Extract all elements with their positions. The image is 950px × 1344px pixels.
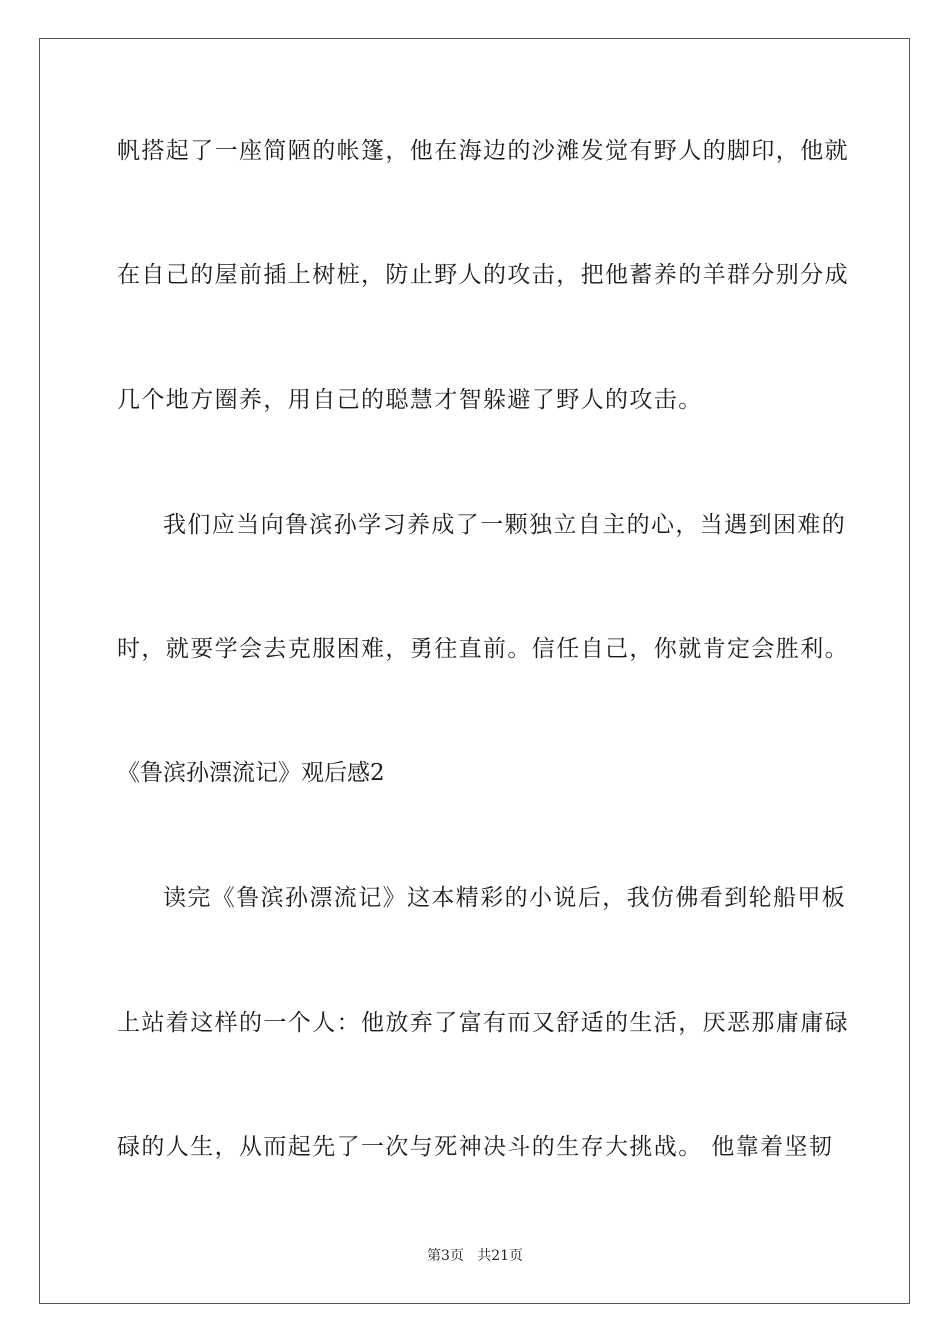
page-number-footer: 第3页 共21页 [426, 1248, 524, 1264]
body-text-line: 上站着这样的一个人：他放弃了富有而又舒适的生活，厌恶那庸庸碌 [117, 1010, 849, 1036]
body-text-line: 我们应当向鲁滨孙学习养成了一颗独立自主的心，当遇到困难的 [163, 512, 847, 538]
body-text-line: 时，就要学会去克服困难，勇往直前。信任自己，你就肯定会胜利。 [117, 636, 849, 662]
body-text-line: 几个地方圈养，用自己的聪慧才智躲避了野人的攻击。 [117, 387, 703, 413]
page-border [39, 38, 910, 1304]
section-heading: 《鲁滨孙漂流记》观后感2 [117, 760, 385, 786]
body-text-line: 帆搭起了一座简陋的帐篷，他在海边的沙滩发觉有野人的脚印，他就 [117, 138, 849, 164]
body-text-line: 碌的人生，从而起先了一次与死神决斗的生存大挑战。 他靠着坚韧 [117, 1134, 834, 1160]
body-text-line: 读完《鲁滨孙漂流记》这本精彩的小说后，我仿佛看到轮船甲板 [163, 885, 847, 911]
body-text-line: 在自己的屋前插上树桩，防止野人的攻击，把他蓄养的羊群分别分成 [117, 262, 849, 288]
